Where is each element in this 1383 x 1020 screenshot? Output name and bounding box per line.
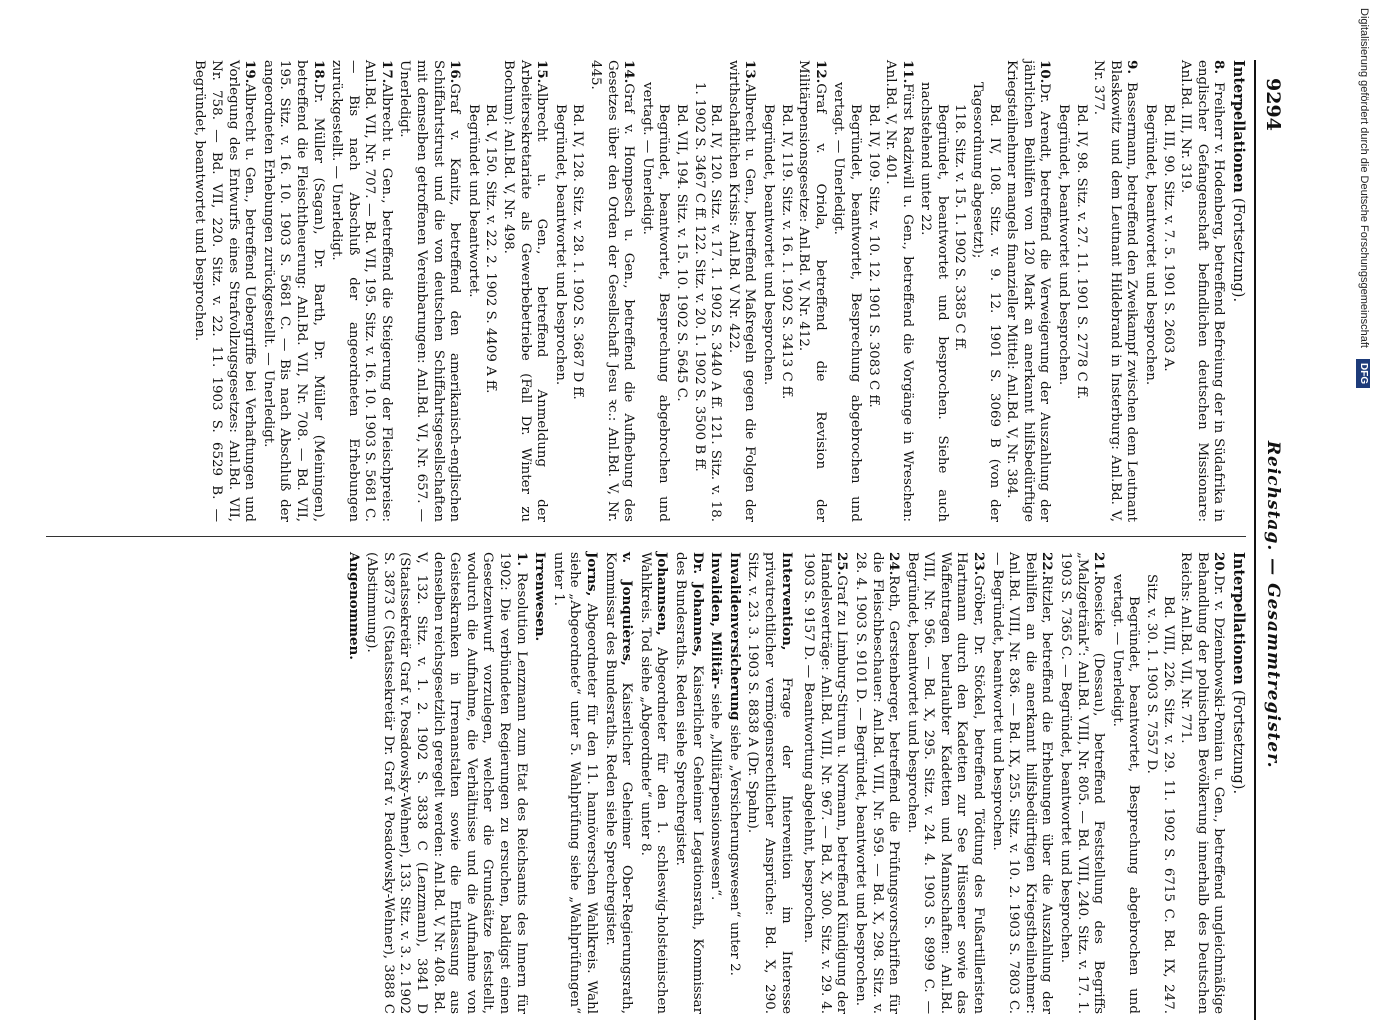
- entry-keyword: Jorns,: [584, 552, 601, 597]
- entry-text: 118. Sitz. v. 15. 1. 1902 S. 3385 C ff.: [952, 104, 968, 352]
- entry-text: Graf zu Limburg-Stirum u. Normann, betreffend Kündigung der Handelsverträge: Anl.Bd. VIII, Nr. 967. — Bd. X, 300. Sitz. v. 29. 4. 1903 S. 9157 D. — Beantwortung abgelehnt, besprochen.: [801, 552, 850, 1014]
- interpellation-entry: [917, 60, 950, 522]
- interpellation-entry: [830, 60, 863, 522]
- entry-text: Gröber, Dr. Stöckel, betreffend Tödtung des Fußartilleristen Hartmann durch den Kadetten zur See Hüssener sowie das Waffentragen beurlaubter Kadetten und Mannschaften: Anl.Bd. VIII, Nr. 956. — Bd. X, 295. Sitz. v. 24. 4. 1903 S. 8999 C. — Begründet, beantwortet und besprochen.: [904, 552, 987, 1014]
- entry-text: Frage der Intervention im Interesse privatrechtlicher vermögensrechtlicher Ansprüche: Bd. X, 290. Sitz. v. 23. 3. 1903 S. 8838 A (Dr. Spahn).: [745, 552, 794, 1014]
- left-column: [190, 60, 1246, 522]
- page-number: 9294: [1262, 78, 1284, 131]
- entry-text: Graf v. Hompesch u. Gen., betreffend die Aufhebung des Gesetzes über den Orden der Gesellschaft Jesu ꝛc.: Anl.Bd. V, Nr. 445.: [588, 60, 637, 522]
- entry-number: 12.: [812, 60, 829, 84]
- entry-number: 18.: [310, 60, 327, 84]
- register-entry: [707, 552, 725, 1014]
- entry-number: 13.: [742, 60, 759, 84]
- entry-number: 8.: [1211, 60, 1228, 74]
- register-entry: [344, 552, 362, 1014]
- entry-text: Kaiserlicher Geheimer Ober-Regierungsrath, Kommissar des Bundesraths. Reden siehe Sprechregister.: [602, 552, 635, 1014]
- entry-text: siehe „Militärpensionswesen“.: [708, 693, 724, 901]
- entry-text: Dr. v. Dziembowski-Pomian u. Gen., betreffend ungleichmäßige Behandlung der polnischen Bevölkerung innerhalb des Deutschen Reichs: Anl.Bd. VII, Nr. 771.: [1178, 552, 1227, 1014]
- interpellation-entry: [1141, 60, 1158, 522]
- interpellation-entry: [499, 60, 550, 522]
- entry-text: Begründet, beantwortet und besprochen. Siehe auch nachstehend unter 22.: [918, 82, 950, 522]
- entry-keyword: Johannsen,: [654, 552, 671, 636]
- entry-text: Begründet, beantwortet und besprochen.: [1143, 104, 1159, 386]
- entry-keyword: Intervention,: [778, 552, 795, 651]
- entry-text: Graf v. Kanitz, betreffend den amerikanisch-englischen Schiffahrtstrust und die von deutschen Schiffahrtsgesellschaften mit demselben getroffenen Vereinbarungen: Anl.Bd. VI, Nr. 657. — Unerledigt.: [397, 60, 463, 522]
- entry-text: Abgeordneter für den 1. schleswig-holsteinischen Wahlkreis. Tod siehe „Abgeordnete“ unter 8.: [637, 552, 670, 1014]
- interpellation-entry: [903, 552, 987, 1014]
- entry-number: 24.: [886, 552, 903, 576]
- entry-text: Roesicke (Dessau), betreffend Feststellung des Begriffs „Malzgetränk“: Anl.Bd. VIII, Nr. 805. — Bd. VIII, 240. Sitz. v. 17. 1. 1903 S. 7365 C. — Begründet, beantwortet und besprochen.: [1058, 552, 1107, 1014]
- entry-text: Abgeordneter für den 11. hannöverschen Wahlkreis. Wahl siehe „Abgeordnete“ unter 5. Wahlprüfung siehe „Wahlprüfungen“ unter 1.: [550, 552, 600, 1014]
- interpellation-entry: [638, 60, 671, 522]
- interpellation-entry: [482, 60, 499, 522]
- entry-text: Resolution Lenzmann zum Etat des Reichsamts des Innern für 1902: Die verbündeten Regierungen zu ersuchen, baldigst einen Gesetzentwurf vorzulegen, welcher die Grundsätze feststellt, wodurch die Aufnahme, die Verhältnisse und die Aufnahme von Geisteskranken in Irrenanstalten sowie die Entlassung aus denselben reichsgesetzlich geregelt werden: Anl.Bd. V, Nr. 408. Bd. V, 132. Sitz. v. 1. 2. 1902 S. 3838 C (Lenzmann), 3841 D (Staatssekretär Graf v. Posadowsky-Wehner), 133. Sitz. v. 3. 2. 1902 S. 3873 C (Staatssekretär Dr. Graf v. Posadowsky-Wehner), 3888 C (Abstimmung).: [364, 552, 529, 1014]
- interpellation-entry: [672, 60, 689, 522]
- interpellation-entry: [1159, 60, 1176, 522]
- entry-keyword: Irrenwesen.: [532, 552, 549, 642]
- register-entry: [744, 552, 795, 1014]
- entry-keyword: v. Jonquières,: [619, 552, 636, 666]
- entry-number: 25.: [834, 552, 851, 576]
- interpellation-entry: [1142, 552, 1175, 1014]
- entry-number: 23.: [971, 552, 988, 576]
- entry-text: Bd. IV, 128. Sitz. v. 28. 1. 1902 S. 3687 D ff.: [570, 104, 586, 400]
- interpellation-entry: [586, 60, 637, 522]
- entry-number: 10.: [1037, 60, 1054, 84]
- entry-text: Bd. VII, 194. Sitz. v. 15. 10. 1902 S. 5645 C.: [674, 104, 689, 402]
- interpellation-entry: [795, 60, 829, 522]
- interpellation-entry: [259, 60, 326, 522]
- entry-text: Begründet, beantwortet und besprochen.: [552, 104, 568, 386]
- digitization-credit: [1352, 8, 1376, 992]
- interpellation-entry: [464, 60, 481, 522]
- right-entries: [800, 552, 1228, 1014]
- register-entry: [549, 552, 600, 1014]
- entry-text: Dr. Müller (Sagan), Dr. Barth, Dr. Müller (Meiningen), betreffend die Fleischtheuerung: Anl.Bd. VII, Nr. 708. — Bd. VII, 195. Sitz. v. 16. 10. 1903 S. 5681 C. — Bis nach Abschluß der angeordneten Erhebungen zurückgestellt. — Unerledigt.: [260, 60, 326, 522]
- interpellation-entry: [1108, 552, 1141, 1014]
- entry-keyword: Invaliden, Militär-: [708, 552, 725, 690]
- entry-text: Freiherr v. Hodenberg, betreffend Befreiung der in Südafrika in englischer Gefangenschaft befindlichen deutschen Missionare: Anl.Bd. III, Nr. 319.: [1178, 60, 1227, 522]
- interpellation-entry: [759, 60, 776, 522]
- entry-text: Begründet, beantwortet und besprochen.: [760, 104, 776, 386]
- entry-text: Albrecht u. Gen., betreffend Anmeldung der Arbeitersekretariate als Gewerbebetriebe (Fall Dr. Winter zu Bochum): Anl.Bd. V, Nr. 498.: [501, 60, 550, 522]
- entry-number: 19.: [242, 60, 259, 84]
- interpellation-entry: [690, 60, 723, 522]
- credit-text: Digitalisierung gefördert durch die Deutsche Forschungsgemeinschaft: [1358, 8, 1370, 348]
- entry-text: Bd. IV, 109. Sitz. v. 10. 12. 1901 S. 3083 C ff.: [865, 104, 881, 408]
- interpellation-entry: [551, 60, 568, 522]
- interpellation-entry: [777, 60, 794, 522]
- dfg-logo: DFG: [1356, 359, 1370, 388]
- interpellation-entry: [951, 60, 968, 522]
- entry-text: Dr. Arendt, betreffend die Verweigerung der Auszahlung der jährlichen Beihilfen von 120 Mark an anerkannt hilfsbedürftige Kriegsteilnehmer mangels finanzieller Mittel: Anl.Bd. V, Nr. 384.: [1004, 60, 1053, 522]
- entry-text: Fürst Radziwill u. Gen., betreffend die Vorgänge in Wreschen: Anl.Bd. V, Nr. 401.: [883, 60, 915, 522]
- interpellation-entry: [1090, 60, 1141, 522]
- register-entry: [531, 552, 549, 1014]
- entry-text: Begründet, beantwortet, Besprechung abgebrochen und vertagt. — Unerledigt.: [1109, 574, 1142, 1014]
- register-entry: [363, 552, 530, 1014]
- left-entries: [191, 60, 1228, 522]
- interpellation-entry: [396, 60, 463, 522]
- interpellation-entry: [1072, 60, 1089, 522]
- interpellation-entry: [851, 552, 902, 1014]
- entry-keyword: 1.: [513, 552, 530, 566]
- column-divider: [46, 536, 1246, 537]
- interpellation-entry: [1056, 552, 1107, 1014]
- entry-number: 15.: [534, 60, 551, 84]
- left-heading: Interpellationen (Fortsetzung).: [1230, 60, 1247, 303]
- entry-text: Bd. III, 90. Sitz. v. 7. 5. 1901 S. 2603 A.: [1160, 104, 1176, 372]
- entry-text: Bd. IV, 119. Sitz. v. 16. 1. 1902 S. 3413 C ff.: [778, 104, 794, 400]
- entry-text: Bd. IV, 120. Sitz. v. 17. 1. 1902 S. 3440 A ff. 121. Sitz. v. 18. 1. 1902 S. 3467 C ff. 122. Sitz. v. 20. 1. 1902 S. 3500 B ff.: [691, 82, 724, 522]
- entry-text: Bd. IV, 98. Sitz. v. 27. 11. 1901 S. 2778 C ff.: [1073, 104, 1089, 400]
- entry-text: Albrecht u. Gen., betreffend Uebergriffe bei Verhaftungen und Vorlegung des Entwurfs eines Strafvollzugsgesetzes: Anl.Bd. VII, Nr. 758. — Bd. VII, 220. Sitz. v. 22. 11. 1903 S. 6529 B. — Begründet, beantwortet und besprochen.: [192, 60, 258, 522]
- entry-number: 22.: [1039, 552, 1056, 576]
- entry-keyword: Dr. Johannes,: [689, 552, 706, 657]
- entry-text: Ritzler, betreffend die Erhebungen über die Auszahlung der Beihilfen an die anerkannt hilfsbedürftigen Kriegstheilnehmer: Anl.Bd. VIII, Nr. 836. — Bd. IX, 255. Sitz. v. 10. 2. 1903 S. 7803 C. — Begründet, beantwortet und besprochen.: [989, 552, 1055, 1014]
- right-sections: [344, 552, 794, 1014]
- right-heading: Interpellationen (Fortsetzung).: [1230, 552, 1247, 795]
- register-entry: [671, 552, 705, 1014]
- entry-number: 17.: [378, 60, 395, 84]
- entry-text: Albrecht u. Gen., betreffend die Steigerung der Fleischpreise: Anl.Bd. VII, Nr. 707. — Bd. VII, 195. Sitz. v. 16. 10. 1903 S. 5681 C. — Bis nach Abschluß der angeordneten Erhebungen zurückgestellt. — Unerledigt.: [329, 60, 394, 522]
- interpellation-entry: [724, 60, 758, 522]
- interpellation-entry: [569, 60, 586, 522]
- entry-text: siehe „Versicherungswesen“ unter 2.: [726, 724, 742, 976]
- interpellation-entry: [328, 60, 395, 522]
- interpellation-entry: [864, 60, 881, 522]
- running-header: [1254, 60, 1290, 1020]
- entry-text: Bassermann, betreffend den Zweikampf zwischen dem Leutnant Blaskowitz und dem Leutnant Hildebrand in Insterburg: Anl.Bd. V, Nr. 377.: [1091, 60, 1140, 522]
- interpellation-entry: [882, 60, 916, 522]
- interpellation-entry: [988, 552, 1055, 1014]
- entry-text: Kaiserlicher Geheimer Legationsrath, Kommissar des Bundesraths. Reden siehe Sprechregister.: [673, 552, 705, 1015]
- entry-keyword: Angenommen.: [345, 552, 362, 660]
- interpellation-entry: [969, 60, 1002, 522]
- interpellation-entry: [1177, 60, 1228, 522]
- entry-text: Begründet, beantwortet, Besprechung abgebrochen und vertagt. — Unerledigt.: [639, 82, 672, 522]
- entry-number: 14.: [621, 60, 638, 84]
- entry-text: Begründet, beantwortet, Besprechung abgebrochen und vertagt. — Unerledigt.: [831, 82, 863, 522]
- interpellation-entry: [191, 60, 258, 522]
- entry-text: Albrecht u. Gen., betreffend Maßregeln gegen die Folgen der wirthschaftlichen Krisis: Anl.Bd. V Nr. 422.: [725, 60, 758, 522]
- entry-text: Graf v. Oriola, betreffend die Revision der Militärpensionsgesetze: Anl.Bd. V, Nr. 412.: [796, 60, 828, 522]
- entry-text: Roth, Gerstenberger, betreffend die Prüfungsvorschriften für die Fleischbeschauer: Anl.Bd. VIII, Nr. 959. — Bd. X, 298. Sitz. v. 28. 4. 1903 S. 9101 D. — Begründet, beantwortet und besprochen.: [852, 552, 902, 1014]
- interpellation-entry: [1054, 60, 1071, 522]
- rotated-page: [0, 60, 1290, 1020]
- entry-number: 11.: [899, 60, 916, 84]
- entry-number: 21.: [1091, 552, 1108, 576]
- entry-text: Bd. V, 150. Sitz. v. 22. 2. 1902 S. 4409 A ff.: [483, 104, 499, 394]
- entry-number: 9.: [1124, 60, 1141, 74]
- running-title: Reichstag. — Gesammtregister.: [1263, 440, 1283, 769]
- entry-number: 16.: [447, 60, 464, 84]
- register-entry: [725, 552, 743, 1014]
- entry-text: Begründet und beantwortet.: [465, 104, 481, 298]
- interpellation-entry: [800, 552, 851, 1014]
- entry-keyword: Invalidenversicherung: [726, 552, 743, 721]
- entry-number: 20.: [1211, 552, 1228, 576]
- right-column: [343, 552, 1246, 1014]
- interpellation-entry: [1177, 552, 1228, 1014]
- interpellation-entry: [1003, 60, 1054, 522]
- entry-text: Bd. VIII, 226. Sitz. v. 29. 11. 1902 S. 6715 C. Bd. IX, 247. Sitz. v. 30. 1. 1903 S. 7557 D.: [1144, 574, 1176, 1014]
- entry-text: Bd. IV, 108. Sitz. v. 9. 12. 1901 S. 3069 B (von der Tagesordnung abgesetzt);: [970, 82, 1002, 522]
- entry-text: Begründet, beantwortet und besprochen.: [1056, 104, 1072, 386]
- register-entry: [601, 552, 635, 1014]
- register-entry: [636, 552, 670, 1014]
